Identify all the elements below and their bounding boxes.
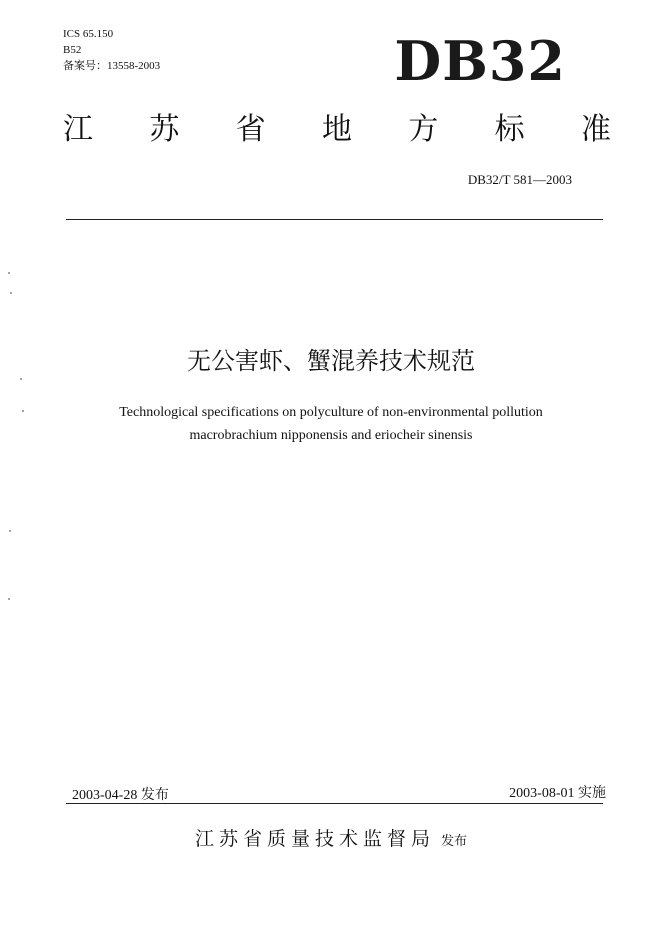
ics-code: ICS 65.150 [63,28,114,40]
document-title-chinese: 无公害虾、蟹混养技术规范 [187,347,475,375]
db32-logo: DB32 [394,29,566,93]
top-divider [66,219,603,220]
issue-date: 2003-04-28 发布 [72,788,169,803]
standard-type-char: 苏 [149,112,180,147]
standard-type-char: 准 [580,112,611,147]
document-title-english-line-1: Technological specifications on polyculture of non-environmental pollution [119,405,543,420]
standard-number: DB32/T 581—2003 [467,172,572,187]
standard-type-char: 江 [63,112,93,147]
issuer-name: 江苏省质量技术监督局 [194,828,435,850]
registration-number: 备案号：13558-2003 [63,60,161,72]
standard-type-char: 方 [408,112,439,147]
scan-speck [8,598,10,600]
scan-speck [10,292,12,294]
standard-type-char: 省 [235,112,266,147]
standard-type-char: 标 [494,112,525,147]
scan-speck [8,272,10,274]
document-title-english-line-2: macrobrachium nipponensis and eriocheir sinensis [189,428,473,443]
standard-type-char: 地 [321,112,352,147]
scan-speck [22,410,24,412]
scan-speck [9,530,11,532]
bottom-divider [66,803,603,804]
classification-code: B52 [63,44,82,56]
implementation-date: 2003-08-01 实施 [509,786,606,801]
standard-type-heading [63,112,611,148]
issuer-suffix: 发布 [441,834,468,849]
scan-speck [20,378,22,380]
issuer-line [0,824,662,851]
